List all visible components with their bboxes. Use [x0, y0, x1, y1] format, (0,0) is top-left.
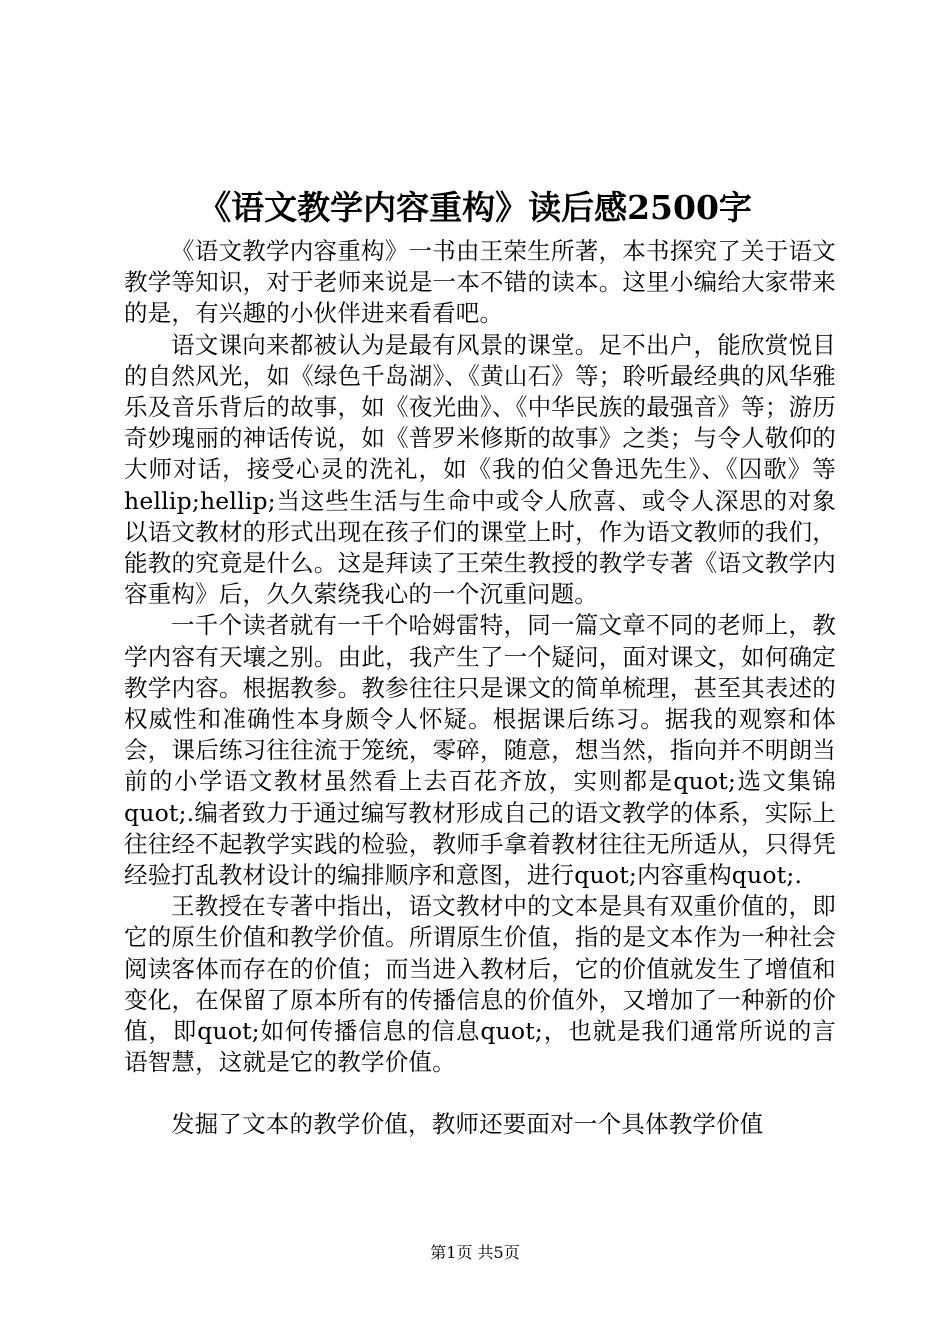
document-body: [124, 236, 836, 1141]
paragraph-2: 语文课向来都被认为是最有风景的课堂。足不出户，能欣赏悦目的自然风光，如《绿色千岛湖》、《黄山石》等；聆听最经典的风华雅乐及音乐背后的故事，如《夜光曲》、《中华民族的最强音》等；游历奇妙瑰丽的神话传说，如《普罗米修斯的故事》之类；与令人敬仰的大师对话，接受心灵的洗礼，如《我的伯父鲁迅先生》、《囚歌》等hellip;hellip;当这些生活与生命中或令人欣喜、或令人深思的对象以语文教材的形式出现在孩子们的课堂上时，作为语文教师的我们，能教的究竟是什么。这是拜读了王荣生教授的教学专著《语文教学内容重构》后，久久萦绕我心的一个沉重问题。: [124, 330, 836, 609]
paragraph-3: 一千个读者就有一千个哈姆雷特，同一篇文章不同的老师上，教学内容有天壤之别。由此，我产生了一个疑问，面对课文，如何确定教学内容。根据教参。教参往往只是课文的简单梳理，甚至其表述的权威性和准确性本身颇令人怀疑。根据课后练习。据我的观察和体会，课后练习往往流于笼统，零碎，随意，想当然，指向并不明朗当前的小学语文教材虽然看上去百花齐放，实则都是quot;选文集锦quot;.编者致力于通过编写教材形成自己的语文教学的体系，实际上往往经不起教学实践的检验，教师手拿着教材往往无所适从，只得凭经验打乱教材设计的编排顺序和意图，进行quot;内容重构quot;.: [124, 611, 836, 890]
document-title: 《语文教学内容重构》读后感2500字: [198, 188, 752, 227]
paragraph-5: 发掘了文本的教学价值，教师还要面对一个具体教学价值: [171, 1110, 764, 1139]
page-footer: 第1页 共5页: [430, 1243, 520, 1262]
paragraph-1: 《语文教学内容重构》一书由王荣生所著，本书探究了关于语文教学等知识，对于老师来说是一本不错的读本。这里小编给大家带来的是，有兴趣的小伙伴进来看看吧。: [124, 237, 836, 328]
paragraph-4: 王教授在专著中指出，语文教材中的文本是具有双重价值的，即它的原生价值和教学价值。所谓原生价值，指的是文本作为一种社会阅读客体而存在的价值；而当进入教材后，它的价值就发生了增值和变化，在保留了原本所有的传播信息的价值外，又增加了一种新的价值，即quot;如何传播信息的信息quot;，也就是我们通常所说的言语智慧，这就是它的教学价值。: [124, 892, 836, 1077]
